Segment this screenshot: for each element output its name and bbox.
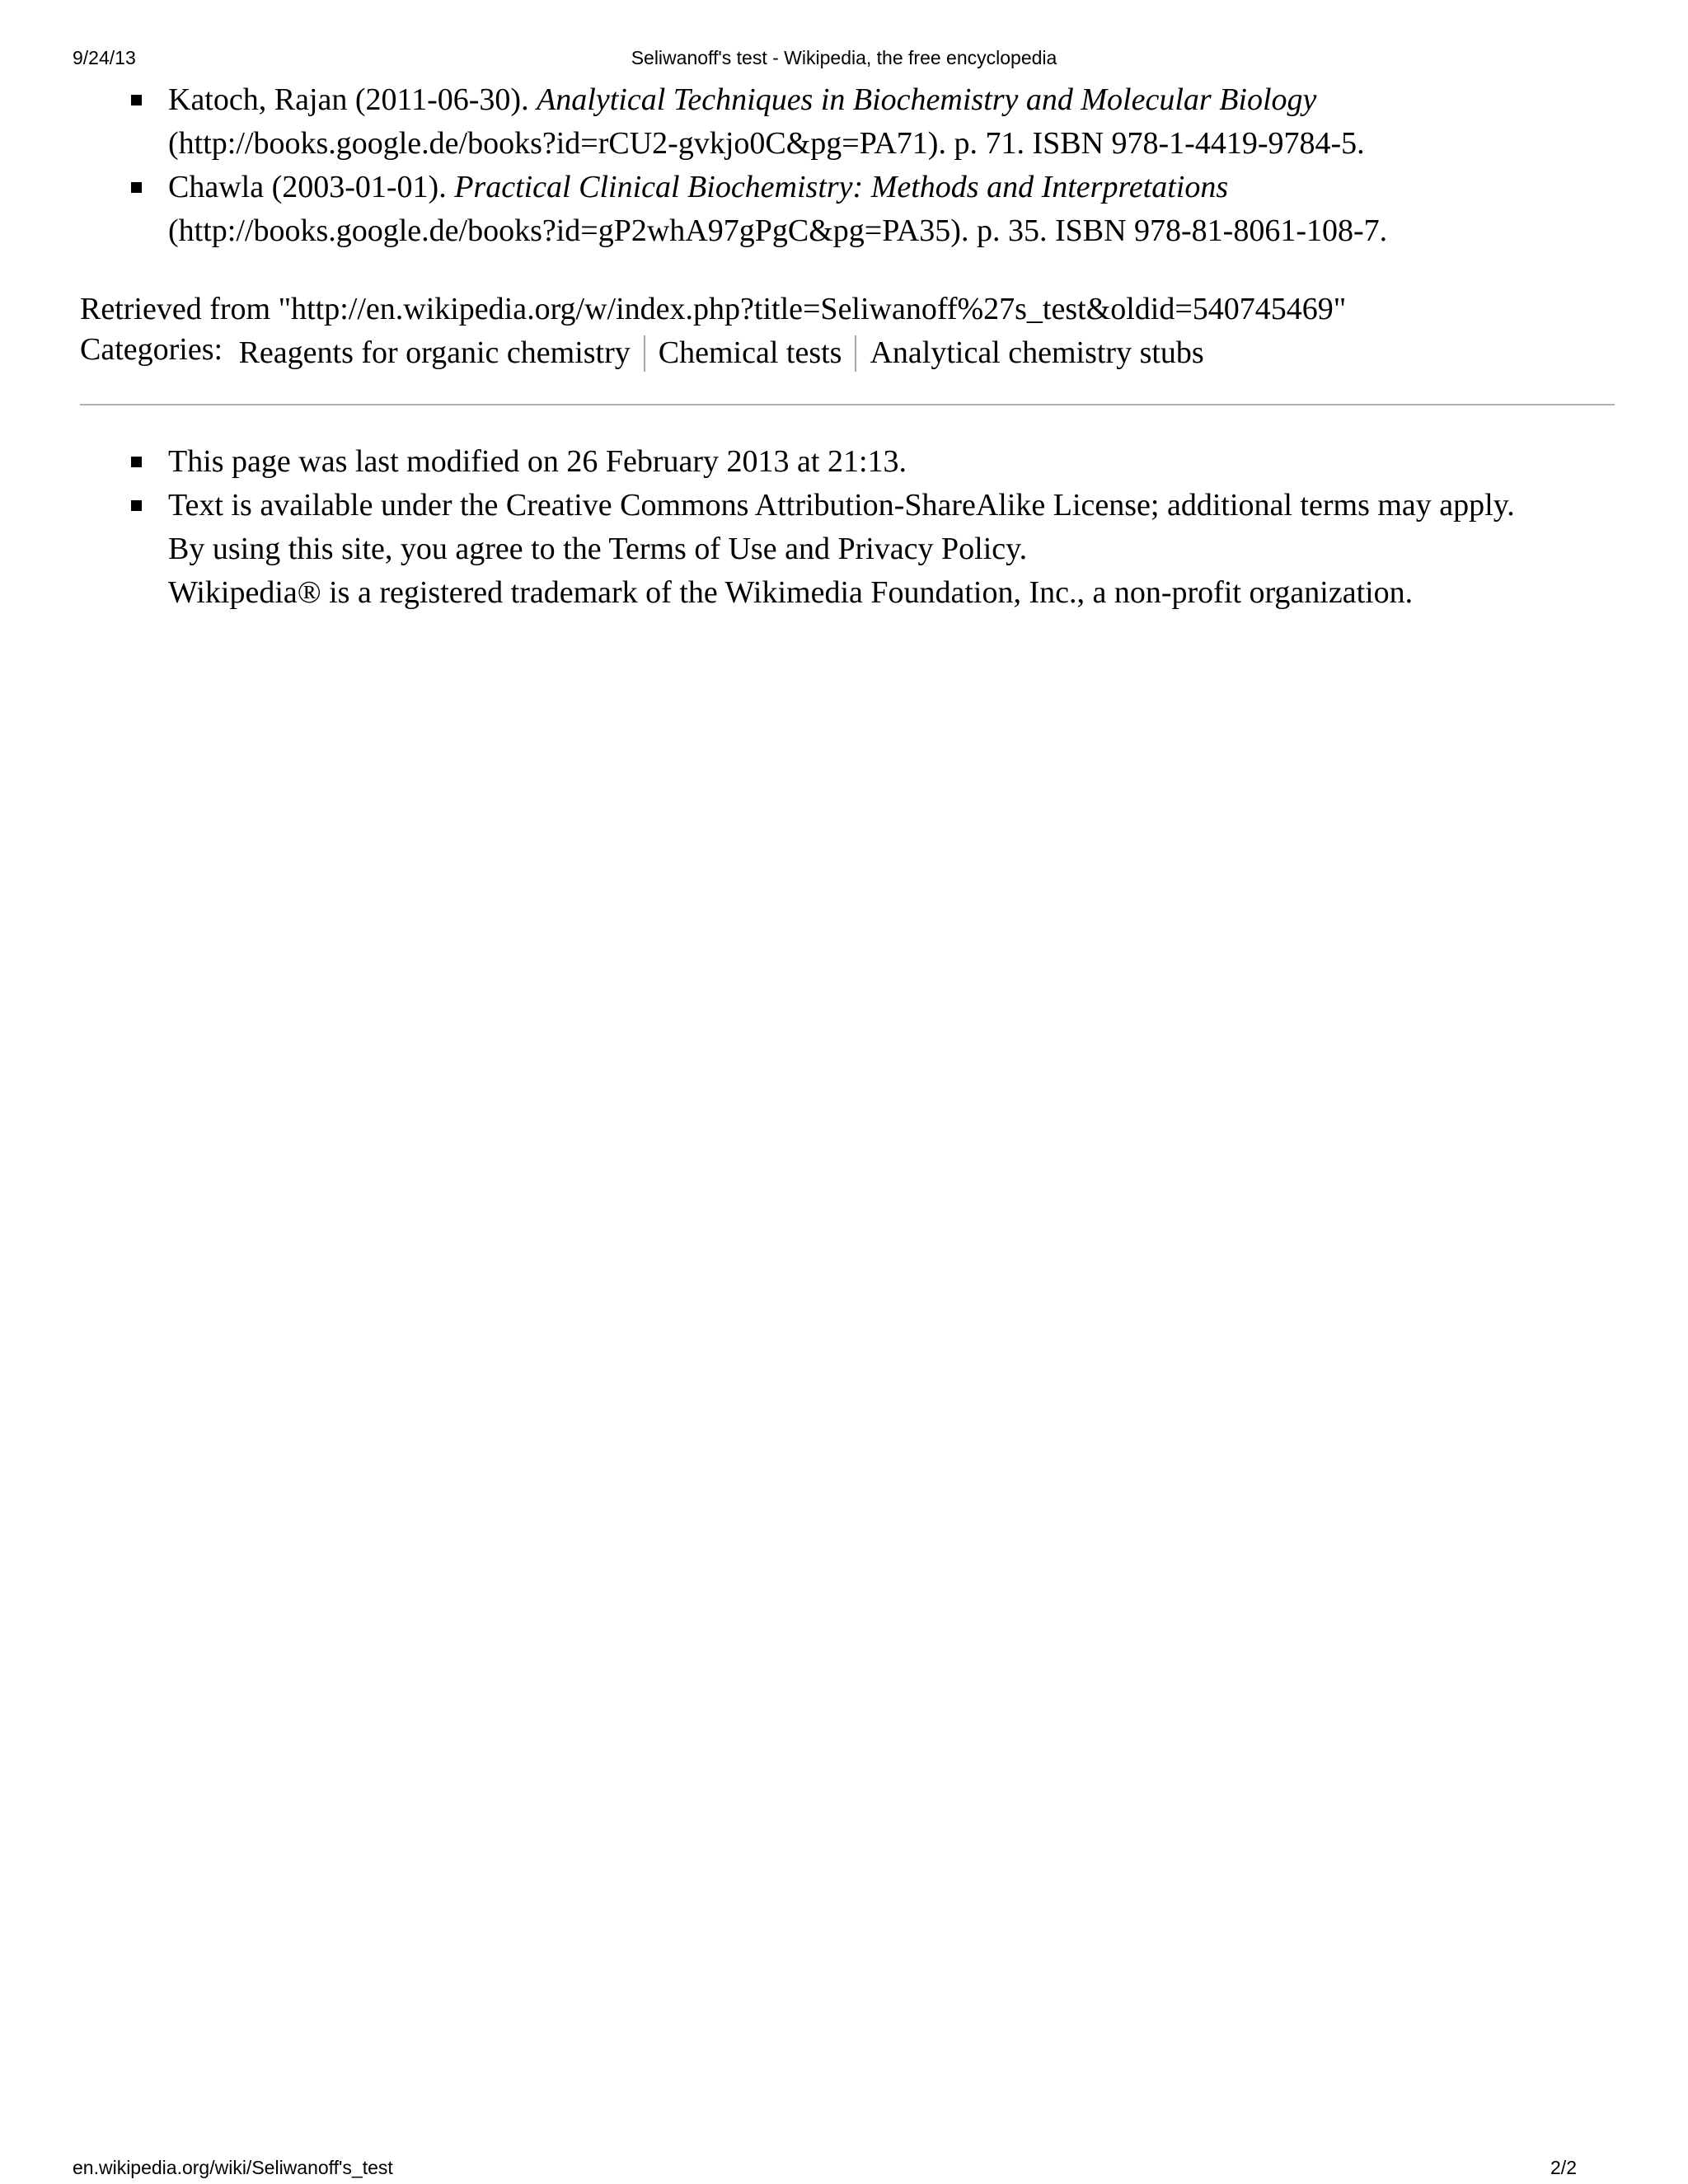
reference-lead: Chawla (2003-01-01). [168, 170, 455, 204]
reference-details: (http://books.google.de/books?id=gP2whA97gPgC&pg=PA35). p. 35. ISBN 978-81-8061-108-7. [168, 213, 1388, 248]
reference-title-link[interactable]: Analytical Techniques in Biochemistry and Molecular Biology [537, 82, 1317, 117]
categories-label: Categories: [80, 332, 223, 367]
reference-title-link[interactable]: Practical Clinical Biochemistry: Methods and Interpretations [454, 170, 1229, 204]
category-link-reagents[interactable]: Reagents for organic chemistry [238, 335, 631, 370]
references-list [80, 78, 1613, 253]
square-bullet-icon [131, 95, 142, 105]
category-links [80, 331, 1613, 375]
print-date: 9/24/13 [73, 47, 136, 68]
terms-line: By using this site, you agree to the Terms of Use and Privacy Policy. [168, 532, 1028, 566]
print-header [73, 41, 1615, 74]
trademark-line: Wikipedia® is a registered trademark of the Wikimedia Foundation, Inc., a non-profit organization. [168, 575, 1414, 610]
retrieved-from: Retrieved from "http://en.wikipedia.org/w/index.php?title=Seliwanoff%27s_test&oldid=540745469" [80, 292, 1347, 326]
category-separator [855, 335, 856, 372]
category-link-analytical-chemistry-stubs[interactable]: Analytical chemistry stubs [870, 335, 1204, 370]
article-content [80, 78, 1613, 615]
print-page-number: 2/2 [1550, 2157, 1577, 2178]
license-line: Text is available under the Creative Commons Attribution-ShareAlike License; additional terms may apply. [168, 488, 1515, 523]
square-bullet-icon [131, 457, 142, 467]
square-bullet-icon [131, 500, 142, 511]
last-modified-text: This page was last modified on 26 February 2013 at 21:13. [168, 444, 907, 479]
print-page-title: Seliwanoff's test - Wikipedia, the free encyclopedia [631, 47, 1057, 68]
category-link-chemical-tests[interactable]: Chemical tests [658, 335, 842, 370]
footer-info-list [80, 440, 1613, 615]
square-bullet-icon [131, 182, 142, 193]
footer-license [168, 484, 1613, 615]
print-footer [73, 2151, 1615, 2184]
print-url: en.wikipedia.org/wiki/Seliwanoff's_test [73, 2157, 393, 2178]
reference-lead: Katoch, Rajan (2011-06-30). [168, 82, 537, 117]
footer-last-modified [168, 440, 1613, 484]
category-separator [644, 335, 645, 372]
reference-item [168, 78, 1613, 166]
reference-details: (http://books.google.de/books?id=rCU2-gvkjo0C&pg=PA71). p. 71. ISBN 978-1-4419-9784-5. [168, 126, 1365, 161]
reference-item [168, 166, 1613, 253]
